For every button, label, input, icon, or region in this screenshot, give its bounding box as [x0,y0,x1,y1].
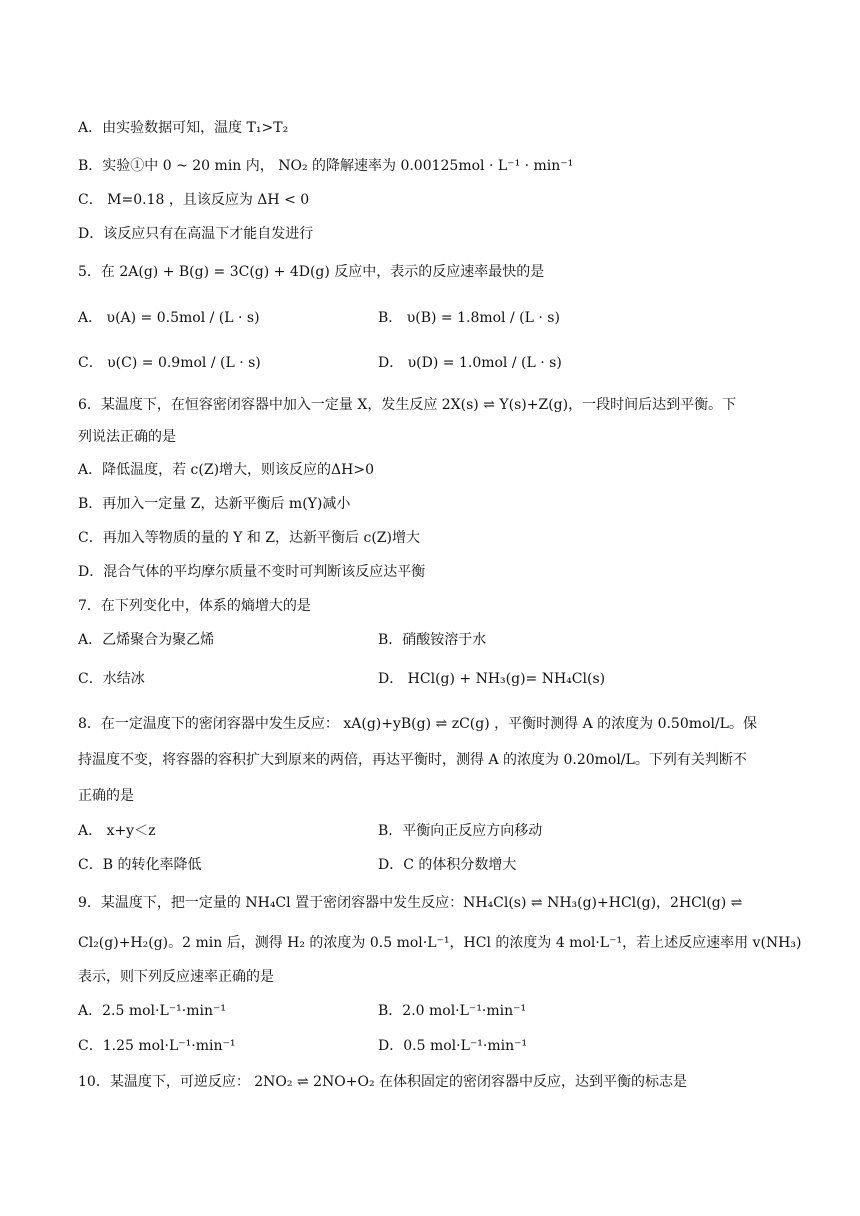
q4-option-a: A．由实验数据可知，温度 T₁>T₂ [78,120,289,136]
q7-option-c: C．水结冰 [78,671,145,687]
q4-option-c: C． M=0.18 ，且该反应为 ΔH < 0 [78,192,310,208]
q8-stem-line3: 正确的是 [78,788,134,804]
q5-stem: 5．在 2A(g) + B(g) = 3C(g) + 4D(g) 反应中，表示的反应速率最快的是 [78,264,545,280]
q8-stem-line1: 8．在一定温度下的密闭容器中发生反应： xA(g)+yB(g) ⇌ zC(g) ，平衡时测得 A 的浓度为 0.50mol/L。保 [78,716,757,732]
q6-stem-line1: 6．某温度下，在恒容密闭容器中加入一定量 X，发生反应 2X(s) ⇌ Y(s)+Z(g)，一段时间后达到平衡。下 [78,397,737,413]
q7-stem: 7．在下列变化中，体系的熵增大的是 [78,598,311,614]
q9-option-d: D．0.5 mol·L⁻¹·min⁻¹ [378,1038,528,1054]
q7-option-b: B．硝酸铵溶于水 [378,632,487,648]
q5-option-d: D． υ(D) = 1.0mol / (L · s) [378,355,562,371]
q9-option-a: A．2.5 mol·L⁻¹·min⁻¹ [78,1003,226,1019]
q9-stem-line1: 9．某温度下，把一定量的 NH₄Cl 置于密闭容器中发生反应：NH₄Cl(s) ⇌ NH₃(g)+HCl(g)，2HCl(g) ⇌ [78,895,743,911]
q5-option-b: B． υ(B) = 1.8mol / (L · s) [378,310,560,326]
q6-option-a: A．降低温度，若 c(Z)增大，则该反应的ΔH>0 [78,462,375,478]
q5-option-c: C． υ(C) = 0.9mol / (L · s) [78,355,261,371]
q9-stem-line3: 表示，则下列反应速率正确的是 [78,969,274,985]
q10-stem: 10．某温度下，可逆反应： 2NO₂ ⇌ 2NO+O₂ 在体积固定的密闭容器中反应，达到平衡的标志是 [78,1074,688,1090]
q7-option-d: D． HCl(g) + NH₃(g)= NH₄Cl(s) [378,671,606,687]
q9-option-c: C．1.25 mol·L⁻¹·min⁻¹ [78,1038,236,1054]
q6-option-b: B．再加入一定量 Z，达新平衡后 m(Y)减小 [78,496,351,512]
q8-option-b: B．平衡向正反应方向移动 [378,823,543,839]
q8-stem-line2: 持温度不变，将容器的容积扩大到原来的两倍，再达平衡时，测得 A 的浓度为 0.20mol/L。下列有关判断不 [78,752,747,768]
q8-option-d: D．C 的体积分数增大 [378,857,517,873]
q4-option-b: B．实验①中 0 ~ 20 min 内， NO₂ 的降解速率为 0.00125mol · L⁻¹ · min⁻¹ [78,158,574,174]
q8-option-c: C．B 的转化率降低 [78,857,202,873]
q5-option-a: A． υ(A) = 0.5mol / (L · s) [78,310,260,326]
q9-option-b: B．2.0 mol·L⁻¹·min⁻¹ [378,1003,527,1019]
q4-option-d: D．该反应只有在高温下才能自发进行 [78,226,314,242]
q6-option-d: D．混合气体的平均摩尔质量不变时可判断该反应达平衡 [78,564,426,580]
q7-option-a: A．乙烯聚合为聚乙烯 [78,632,215,648]
q8-option-a: A． x+y＜z [78,823,156,839]
q6-stem-line2: 列说法正确的是 [78,429,176,445]
q6-option-c: C．再加入等物质的量的 Y 和 Z，达新平衡后 c(Z)增大 [78,530,420,546]
q9-stem-line2: Cl₂(g)+H₂(g)。2 min 后，测得 H₂ 的浓度为 0.5 mol·L⁻¹，HCl 的浓度为 4 mol·L⁻¹，若上述反应速率用 v(NH₃) [78,935,802,951]
